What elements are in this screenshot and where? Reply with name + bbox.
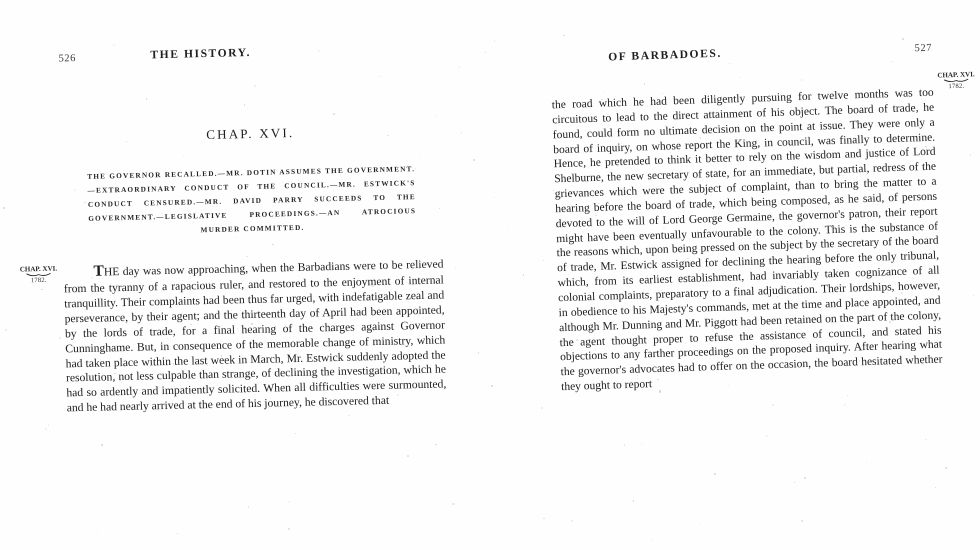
right-marginal-note — [933, 70, 980, 91]
right-body-text: the road which he had been diligently pursuing for twelve months was too circuitous to lead to the direct attainment of his object. The board of trade, he found, could form no ultimate decision on the point at issue. They were only a board of inquiry, on whose report the King, in council, was finally to determine. Hence, he pretended to think it better to rely on the wisdom and justice of Lord Shelburne, the new secretary of state, for an immediate, but partial, redress of the grievances which were the subject of complaint, than to bring the matter to a hearing before the board of trade, which being composed, as he said, of persons devoted to the will of Lord George Germaine, the governor's patron, their report might have been eventually unfavourable to the colony. This is the substance of the reasons which, upon being pressed on the subject by the secretary of the board of trade, Mr. Estwick assigned for declining the hearing before the only tribunal, which, from its earliest establishment, had invariably taken cognizance of all colonial complaints, preparatory to a final adjudication. Their lordships, however, in obedience to his Majesty's commands, met at the time and place appointed, and although Mr. Dunning and Mr. Piggott had been retained on the part of the colony, the agent thought proper to refuse the assistance of council, and stated his objections to any farther proceedings on the proposed inquiry. After hearing what the governor's advocates had to offer on the occasion, the board hesitated whether they ought to report — [551, 86, 943, 394]
left-marginal-note — [15, 265, 61, 286]
right-marginal-year: 1782. — [948, 82, 965, 91]
right-body-block — [551, 70, 975, 395]
right-leaf — [550, 38, 975, 407]
chapter-argument: THE GOVERNOR RECALLED.—MR. DOTIN ASSUMES THE GOVERNMENT.—EXTRAORDINARY CONDUCT OF THE COUNCIL.—MR. ESTWICK'S CONDUCT CENSURED.—MR. DAVID PARRY SUCCEEDS TO THE GOVERNMENT.—LEGISLATIVE PROCEEDINGS.—AN ATROCIOUS MURDER COMMITTED. — [87, 165, 417, 235]
left-leaf — [19, 40, 447, 429]
left-running-head-row — [58, 40, 439, 75]
left-marginal-chapter: CHAP. XVI. — [19, 264, 58, 274]
left-running-head: THE HISTORY. — [150, 46, 252, 62]
right-running-head: OF BARBADOES. — [608, 47, 723, 64]
left-body-block — [19, 254, 447, 417]
right-running-head-row — [550, 38, 933, 77]
left-folio-number: 526 — [58, 53, 77, 65]
left-marginal-year: 1782. — [30, 277, 47, 285]
right-page — [490, 0, 980, 550]
left-body-text: THE day was now approaching, when the Barbadians were to be relieved from the tyranny of a rapacious ruler, and restored to the enjoyment of internal tranquillity. Their complaints had been thus far urged, with indefatigable zeal and perseverance, by their agent; and the thirteenth day of April had been appointed, by the lords of trade, for a final hearing of the charges against Governor Cunninghame. But, in consequence of the memorable change of ministry, which had taken place within the last week in March, Mr. Estwick suddenly adopted the resolution, not less culpable than strange, of declining the investigation, which he had so ardently and impatiently solicited. When all difficulties were surmounted, and he had nearly arrived at the end of his journey, he discovered that — [63, 257, 447, 415]
right-folio-number: 527 — [914, 42, 933, 55]
chapter-heading: CHAP. XVI. — [206, 124, 295, 143]
right-marginal-chapter: CHAP. XVI. — [937, 70, 975, 80]
